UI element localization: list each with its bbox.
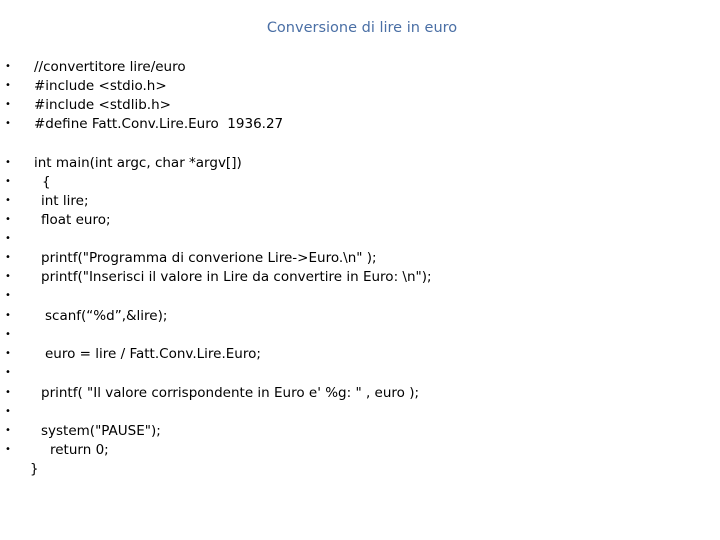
code-text: printf( "Il valore corrispondente in Euro e' %g: " , euro ); xyxy=(41,385,420,401)
code-text: euro = lire / Fatt.Conv.Lire.Euro; xyxy=(45,346,261,362)
code-text: printf("Programma di converione Lire->Euro.\n" ); xyxy=(41,250,377,266)
code-line xyxy=(0,422,720,440)
code-line xyxy=(0,58,720,76)
bullet-icon: • xyxy=(5,367,11,378)
code-text: #include <stdio.h> xyxy=(34,78,167,94)
bullet-icon: • xyxy=(5,290,11,301)
code-line xyxy=(0,326,720,344)
code-line xyxy=(0,384,720,402)
bullet-icon: • xyxy=(5,425,11,436)
code-text: printf("Inserisci il valore in Lire da convertire in Euro: \n"); xyxy=(41,269,432,285)
code-line xyxy=(0,115,720,133)
code-line xyxy=(0,441,720,459)
bullet-icon: • xyxy=(5,176,11,187)
code-line xyxy=(0,249,720,267)
bullet-icon: • xyxy=(5,252,11,263)
bullet-icon: • xyxy=(5,444,11,455)
bullet-icon: • xyxy=(5,310,11,321)
code-text: system("PAUSE"); xyxy=(41,423,161,439)
bullet-icon: • xyxy=(5,387,11,398)
code-line xyxy=(0,192,720,210)
bullet-icon: • xyxy=(5,118,11,129)
code-line xyxy=(0,230,720,248)
code-line xyxy=(0,403,720,421)
closing-brace: } xyxy=(30,461,39,477)
bullet-icon: • xyxy=(5,80,11,91)
code-text: #define Fatt.Conv.Lire.Euro 1936.27 xyxy=(34,116,284,132)
bullet-icon: • xyxy=(5,233,11,244)
code-line xyxy=(0,96,720,114)
code-text: int lire; xyxy=(41,193,89,209)
code-line xyxy=(0,211,720,229)
code-text: int main(int argc, char *argv[]) xyxy=(34,155,242,171)
slide-title: Conversione di lire in euro xyxy=(266,20,458,36)
code-text: float euro; xyxy=(41,212,111,228)
code-line xyxy=(0,268,720,286)
code-text: { xyxy=(42,174,51,190)
bullet-icon: • xyxy=(5,329,11,340)
bullet-icon: • xyxy=(5,157,11,168)
code-text: #include <stdlib.h> xyxy=(34,97,171,113)
bullet-icon: • xyxy=(5,271,11,282)
code-line xyxy=(0,364,720,382)
bullet-icon: • xyxy=(5,99,11,110)
bullet-icon: • xyxy=(5,61,11,72)
code-line xyxy=(0,307,720,325)
bullet-icon: • xyxy=(5,348,11,359)
code-line xyxy=(0,345,720,363)
bullet-icon: • xyxy=(5,406,11,417)
code-text: return 0; xyxy=(50,442,109,458)
code-line xyxy=(0,287,720,305)
code-line xyxy=(0,154,720,172)
code-line xyxy=(0,173,720,191)
code-text: scanf(“%d”,&lire); xyxy=(45,308,168,324)
code-line xyxy=(0,77,720,95)
bullet-icon: • xyxy=(5,214,11,225)
bullet-icon: • xyxy=(5,195,11,206)
code-text: //convertitore lire/euro xyxy=(34,59,186,75)
